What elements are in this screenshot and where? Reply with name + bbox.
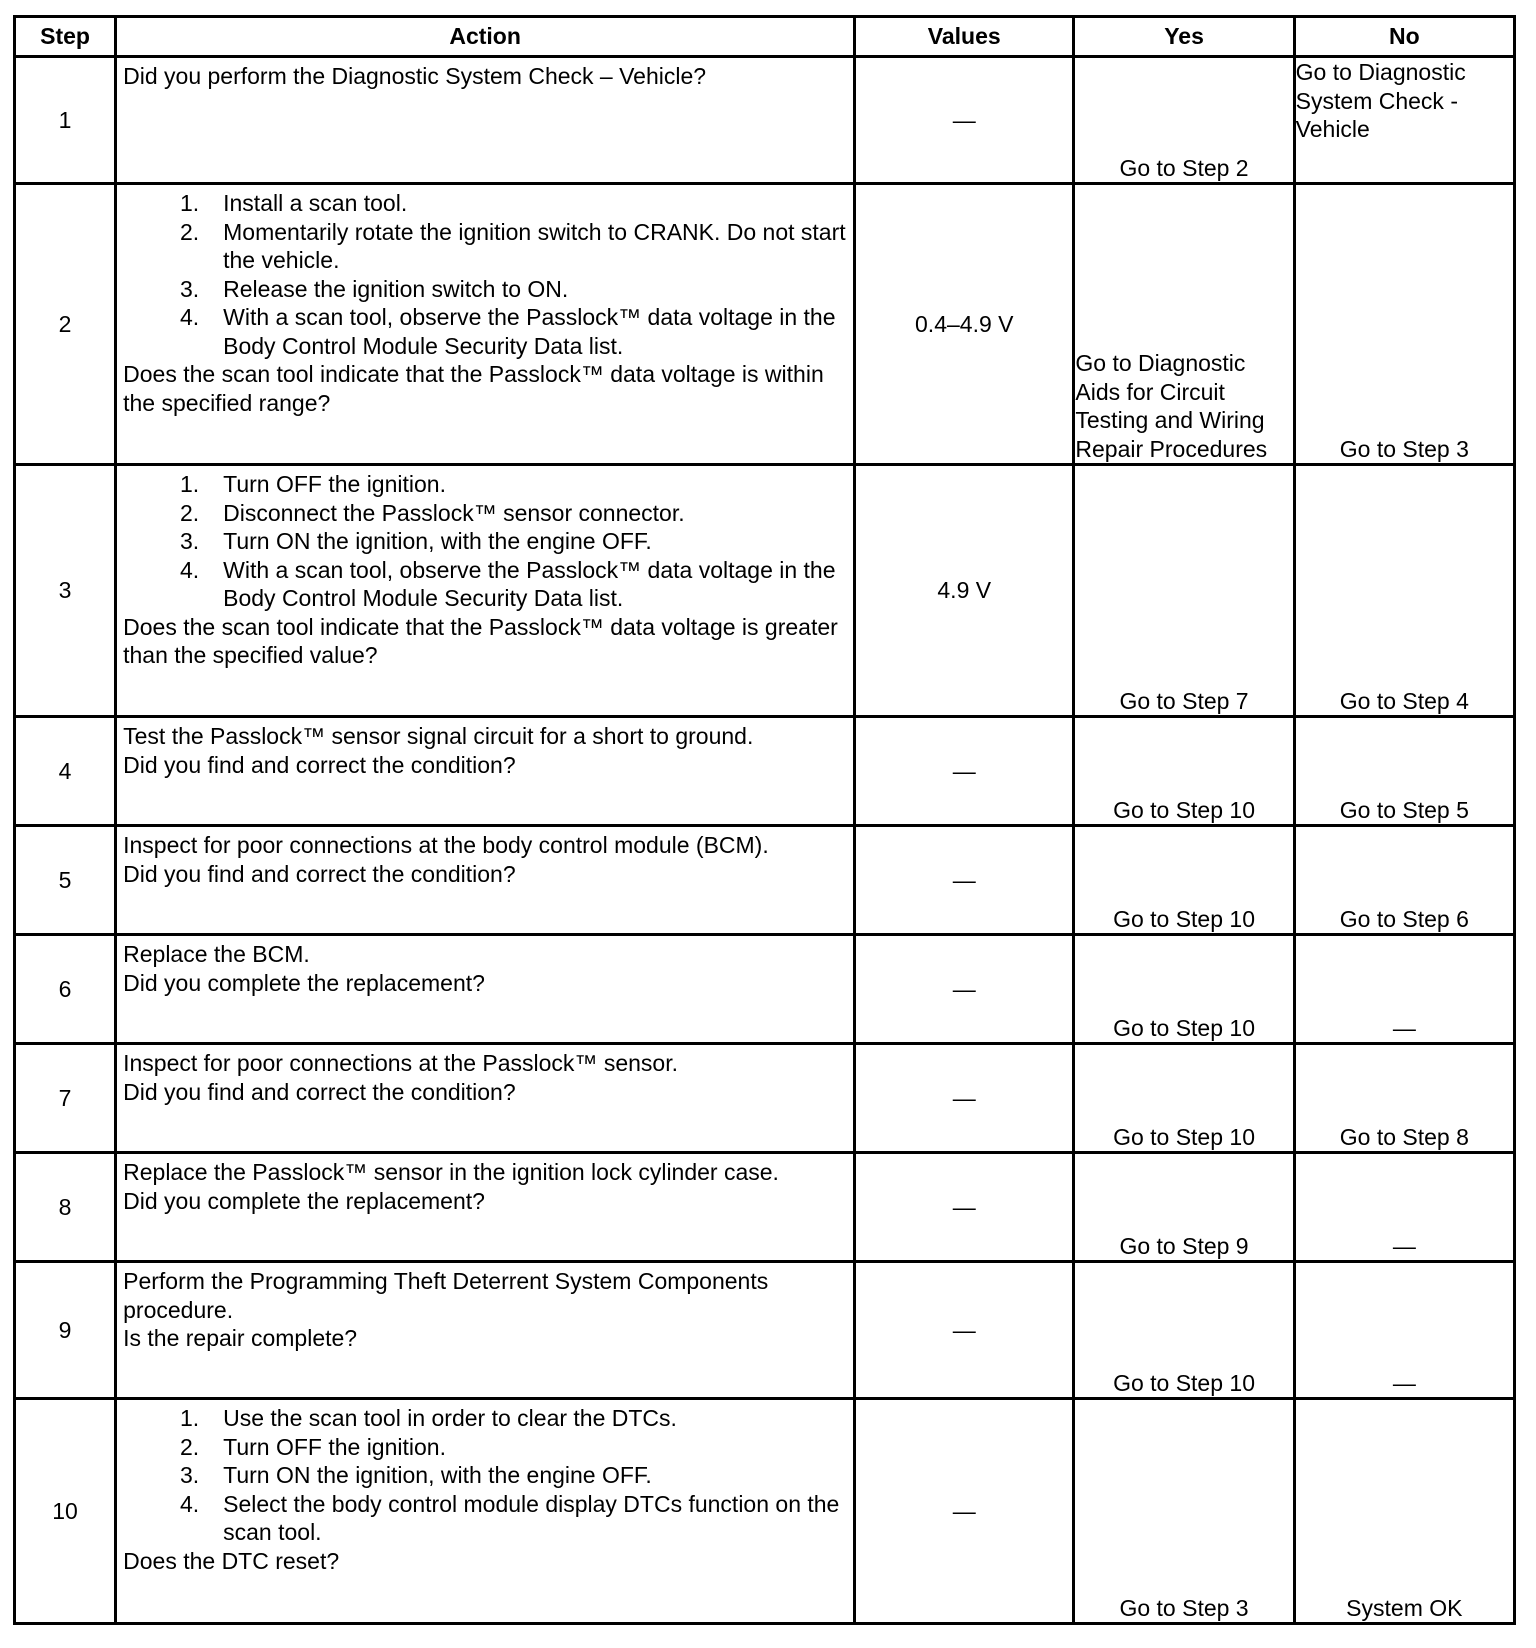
action-cell — [116, 184, 855, 465]
list-item: 4. With a scan tool, observe the Passlock™ data voltage in the Body Control Module Security Data list. — [179, 304, 836, 359]
action-question: Does the scan tool indicate that the Passlock™ data voltage is within the specified range? — [123, 361, 824, 416]
no-cell: Go to Step 8 — [1294, 1044, 1514, 1153]
list-item: 1. Install a scan tool. — [179, 190, 408, 216]
action-text: Test the Passlock™ sensor signal circuit for a short to ground. — [123, 723, 754, 749]
table-row — [15, 1153, 1515, 1262]
step-number: 9 — [15, 1262, 116, 1399]
action-text: Replace the BCM. — [123, 941, 310, 967]
diagnostic-table — [13, 15, 1516, 1625]
list-item: 3. Release the ignition switch to ON. — [179, 275, 569, 302]
yes-cell: Go to Step 3 — [1074, 1399, 1294, 1624]
value-cell: — — [855, 1262, 1074, 1399]
action-cell — [116, 717, 855, 826]
action-text: Replace the Passlock™ sensor in the ignition lock cylinder case. — [123, 1159, 779, 1185]
no-cell: — — [1294, 1262, 1514, 1399]
table-row — [15, 717, 1515, 826]
action-question: Did you find and correct the condition? — [123, 1078, 516, 1105]
step-number: 10 — [15, 1399, 116, 1624]
table-row — [15, 184, 1515, 465]
no-cell: — — [1294, 935, 1514, 1044]
yes-cell: Go to Step 7 — [1074, 465, 1294, 717]
value-cell: — — [855, 935, 1074, 1044]
header-action: Action — [116, 17, 855, 57]
list-item: 1. Turn OFF the ignition. — [179, 471, 446, 497]
yes-cell: Go to Step 10 — [1074, 1262, 1294, 1399]
list-item: 2. Momentarily rotate the ignition switch to CRANK. Do not start the vehicle. — [179, 218, 846, 273]
yes-cell: Go to Step 9 — [1074, 1153, 1294, 1262]
no-cell: System OK — [1294, 1399, 1514, 1624]
step-number: 2 — [15, 184, 116, 465]
action-cell — [116, 57, 855, 184]
list-item: 2. Turn OFF the ignition. — [179, 1433, 446, 1460]
value-cell: — — [855, 1399, 1074, 1624]
action-cell — [116, 1399, 855, 1624]
value-cell: 4.9 V — [855, 465, 1074, 717]
action-question: Is the repair complete? — [123, 1325, 358, 1351]
table-row — [15, 1044, 1515, 1153]
action-cell — [116, 826, 855, 935]
yes-cell: Go to Diagnostic Aids for Circuit Testing and Wiring Repair Procedures — [1074, 184, 1294, 465]
no-cell: Go to Step 6 — [1294, 826, 1514, 935]
no-cell: — — [1294, 1153, 1514, 1262]
table-row — [15, 935, 1515, 1044]
list-item: 2. Disconnect the Passlock™ sensor connector. — [179, 499, 685, 526]
no-cell: Go to Step 5 — [1294, 717, 1514, 826]
step-list — [123, 1404, 847, 1547]
action-cell — [116, 935, 855, 1044]
step-number: 7 — [15, 1044, 116, 1153]
action-text: Perform the Programming Theft Deterrent System Components procedure. — [123, 1268, 769, 1323]
table-row — [15, 1399, 1515, 1624]
header-yes: Yes — [1074, 17, 1294, 57]
action-text: Did you perform the Diagnostic System Check – Vehicle? — [123, 63, 707, 89]
action-question: Did you find and correct the condition? — [123, 751, 516, 778]
action-cell — [116, 1153, 855, 1262]
step-number: 5 — [15, 826, 116, 935]
no-cell: Go to Step 3 — [1294, 184, 1514, 465]
action-cell — [116, 465, 855, 717]
list-item: 4. With a scan tool, observe the Passlock™ data voltage in the Body Control Module Security Data list. — [179, 556, 836, 611]
value-cell: — — [855, 826, 1074, 935]
header-values: Values — [855, 17, 1074, 57]
no-cell: Go to Step 4 — [1294, 465, 1514, 717]
table-row — [15, 1262, 1515, 1399]
step-list — [123, 189, 847, 360]
yes-cell: Go to Step 10 — [1074, 717, 1294, 826]
table-row — [15, 57, 1515, 184]
action-question: Did you complete the replacement? — [123, 1187, 485, 1214]
list-item: 1. Use the scan tool in order to clear the DTCs. — [179, 1405, 677, 1431]
table-row — [15, 465, 1515, 717]
yes-cell: Go to Step 10 — [1074, 1044, 1294, 1153]
list-item: 3. Turn ON the ignition, with the engine OFF. — [179, 528, 652, 554]
action-cell — [116, 1044, 855, 1153]
step-number: 6 — [15, 935, 116, 1044]
action-text: Inspect for poor connections at the body control module (BCM). — [123, 832, 769, 858]
header-step: Step — [15, 17, 116, 57]
value-cell: — — [855, 1153, 1074, 1262]
value-cell: — — [855, 1044, 1074, 1153]
header-no: No — [1294, 17, 1514, 57]
list-item: 4. Select the body control module display DTCs function on the scan tool. — [179, 1490, 840, 1545]
action-question: Did you find and correct the condition? — [123, 860, 516, 887]
action-cell — [116, 1262, 855, 1399]
action-text: Inspect for poor connections at the Passlock™ sensor. — [123, 1050, 678, 1076]
yes-cell: Go to Step 2 — [1074, 57, 1294, 184]
step-list — [123, 470, 847, 613]
step-number: 3 — [15, 465, 116, 717]
action-question: Did you complete the replacement? — [123, 969, 485, 996]
yes-cell: Go to Step 10 — [1074, 935, 1294, 1044]
step-number: 8 — [15, 1153, 116, 1262]
step-number: 1 — [15, 57, 116, 184]
yes-cell: Go to Step 10 — [1074, 826, 1294, 935]
value-cell: — — [855, 57, 1074, 184]
value-cell: 0.4–4.9 V — [855, 184, 1074, 465]
value-cell: — — [855, 717, 1074, 826]
header-row — [15, 17, 1515, 57]
table-row — [15, 826, 1515, 935]
action-question: Does the scan tool indicate that the Passlock™ data voltage is greater than the specified value? — [123, 613, 838, 668]
action-question: Does the DTC reset? — [123, 1547, 340, 1574]
step-number: 4 — [15, 717, 116, 826]
list-item: 3. Turn ON the ignition, with the engine OFF. — [179, 1462, 652, 1488]
no-cell: Go to Diagnostic System Check - Vehicle — [1294, 57, 1514, 184]
